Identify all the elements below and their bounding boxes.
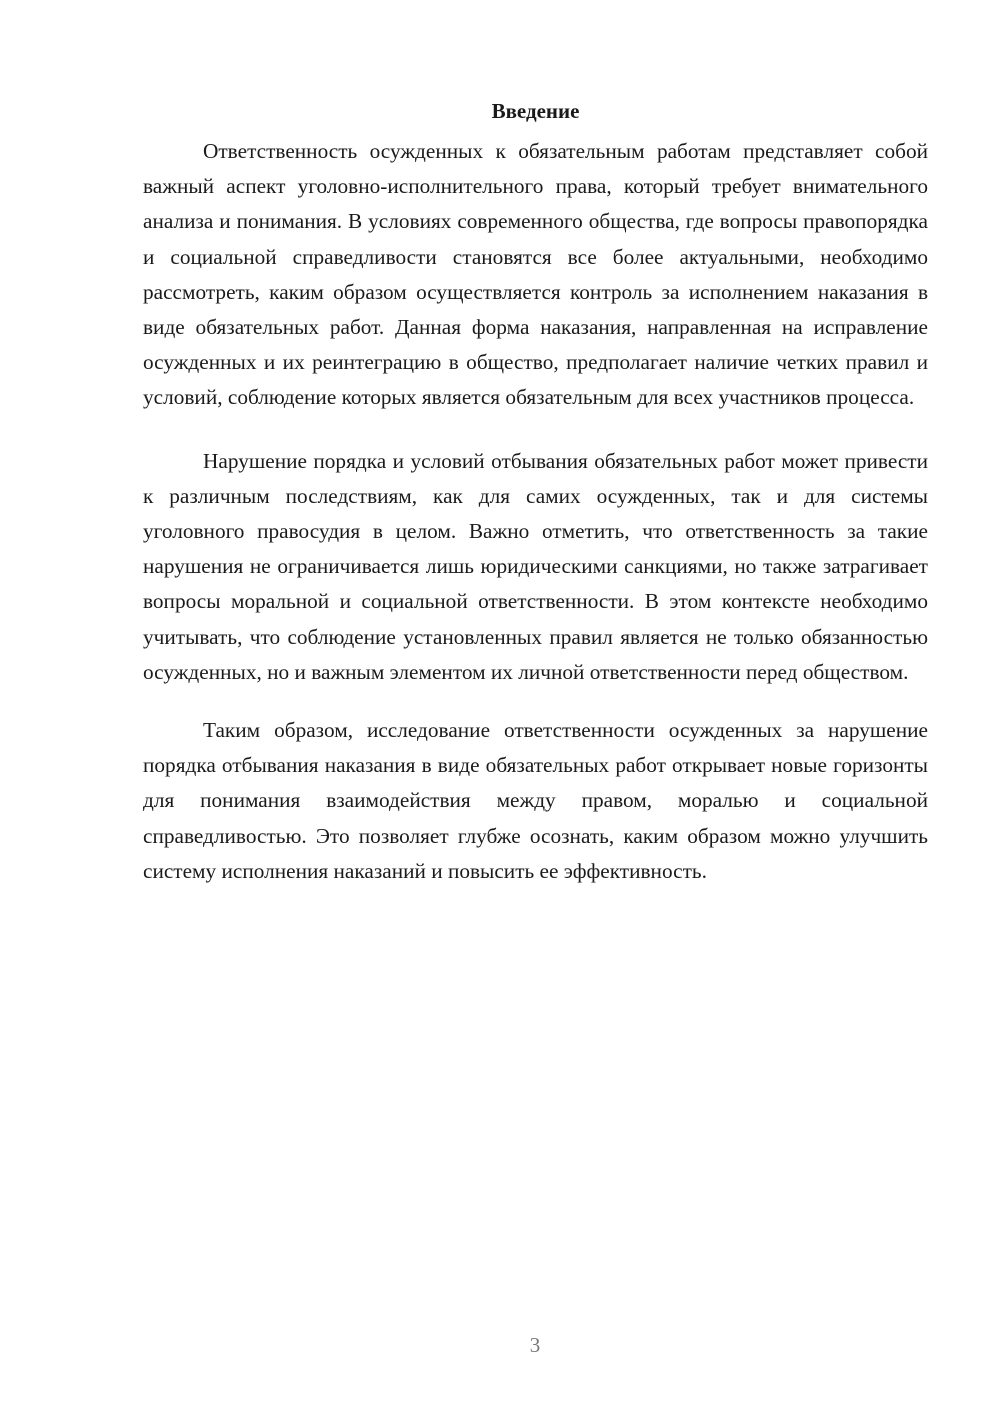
document-page (143, 96, 928, 889)
paragraph-1: Ответственность осужденных к обязательным работам представляет собой важный аспект уголовно-исполнительного права, который требует внимательного анализа и понимания. В условиях современного общества, где вопросы правопорядка и социальной справедливости становятся все более актуальными, необходимо рассмотреть, каким образом осуществляется контроль за исполнением наказания в виде обязательных работ. Данная форма наказания, направленная на исправление осужденных и их реинтеграцию в общество, предполагает наличие четких правил и условий, соблюдение которых является обязательным для всех участников процесса. (143, 139, 928, 410)
paragraph-3: Таким образом, исследование ответственности осужденных за нарушение порядка отбывания наказания в виде обязательных работ открывает новые горизонты для понимания взаимодействия между правом, моралью и социальной справедливостью. Это позволяет глубже осознать, каким образом можно улучшить систему исполнения наказаний и повысить ее эффективность. (143, 718, 928, 883)
page-number: 3 (529, 1333, 541, 1357)
paragraph-2: Нарушение порядка и условий отбывания обязательных работ может привести к различным последствиям, как для самих осужденных, так и для системы уголовного правосудия в целом. Важно отметить, что ответственность за такие нарушения не ограничивается лишь юридическими санкциями, но также затрагивает вопросы моральной и социальной ответственности. В этом контексте необходимо учитывать, что соблюдение установленных правил является не только обязанностью осужденных, но и важным элементом их личной ответственности перед обществом. (143, 448, 928, 684)
document-heading: Введение (491, 99, 580, 123)
